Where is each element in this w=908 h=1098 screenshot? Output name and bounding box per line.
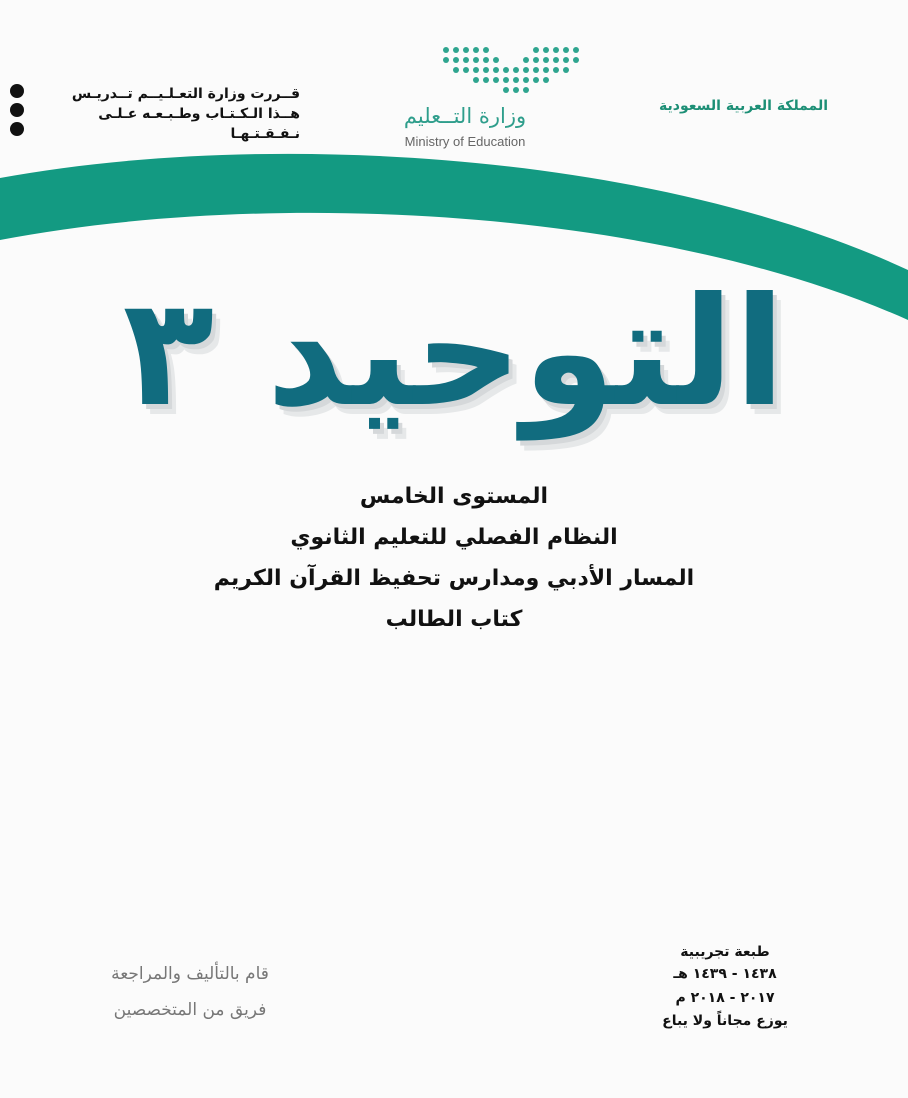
kingdom-name: المملكة العربية السعودية [659,98,828,114]
hijri-years: ١٤٣٨ - ١٤٣٩ هـ [673,966,777,982]
ministry-logo [360,42,590,152]
ministry-note [40,84,300,144]
logo-arabic-text: وزارة التــعليم [403,104,527,128]
system-line: النظام الفصلي للتعليم الثانوي [290,525,618,550]
authors-team-line: فريق من المتخصصين [113,1000,267,1020]
ministry-note-line-1: قــررت وزارة التعـلـيــم تــدريـس [71,86,300,102]
level-line: المستوى الخامس [359,484,549,509]
gregorian-years: ٢٠١٧ - ٢٠١٨ م [675,990,775,1006]
bullet-dot [10,84,24,98]
authors-line: قام بالتأليف والمراجعة [111,964,269,984]
bullet-dot [10,103,24,117]
logo-dots-icon [360,42,590,102]
track-line: المسار الأدبي ومدارس تحفيظ القرآن الكريم [213,566,695,591]
ministry-note-line-2: هــذا الـكـتـاب وطـبـعـه عـلـى نـفـقـتـهـا [98,106,300,142]
book-title: التوحيد ٣ [122,266,786,440]
logo-english-text: Ministry of Education [404,134,526,149]
book-type-line: كتاب الطالب [385,607,523,632]
edition-type: طبعة تجريبية [680,944,770,960]
bullet-dot [10,122,24,136]
distribution-note: يوزع مجاناً ولا يباع [662,1013,788,1029]
